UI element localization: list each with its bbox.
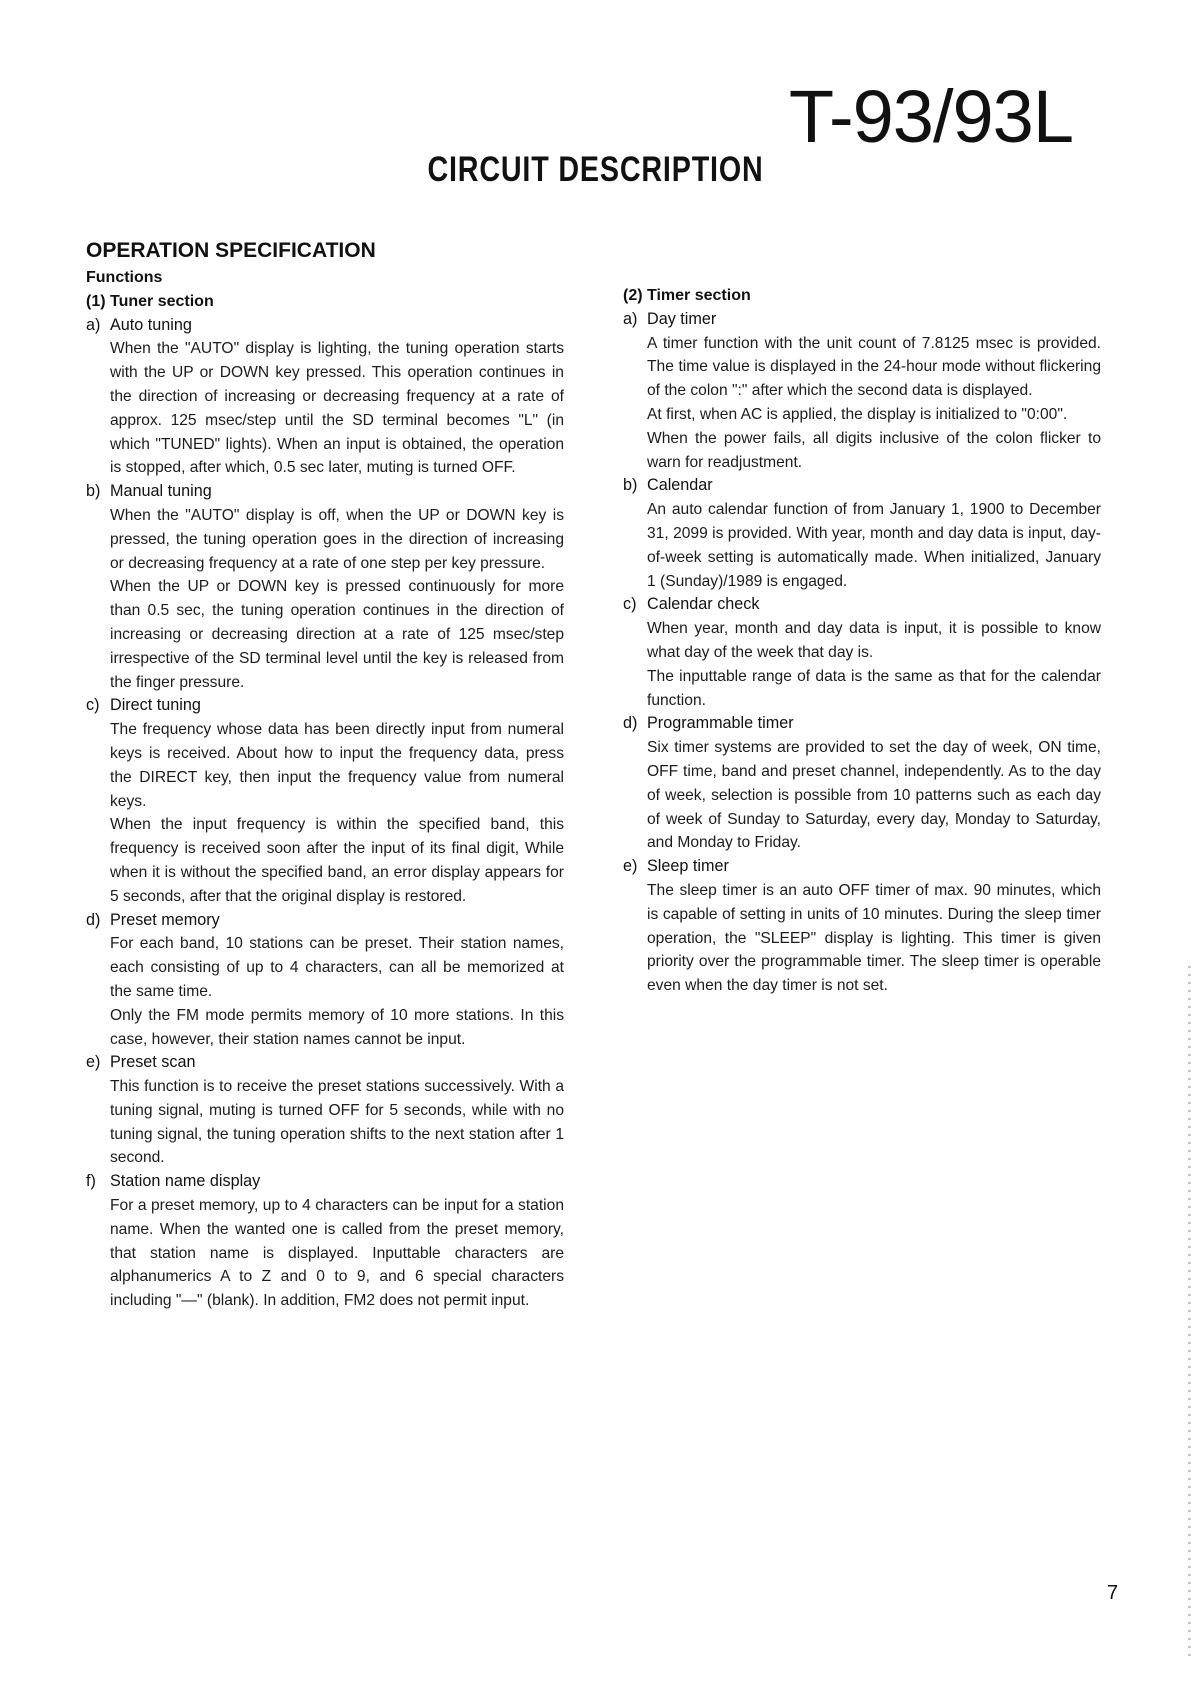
item-letter: b) xyxy=(623,476,638,495)
item-paragraph: When year, month and day data is input, it is possible to know what day of the week that day is. xyxy=(647,620,1101,661)
item-heading xyxy=(86,314,564,338)
item-heading xyxy=(86,694,564,718)
function-item xyxy=(623,474,1101,593)
right-column xyxy=(623,284,1101,998)
function-item xyxy=(86,694,564,908)
item-paragraph: The frequency whose data has been directly input from numeral keys is received. About how to input the frequency data, press the DIRECT key, then input the frequency value from numeral keys. xyxy=(110,721,564,810)
item-paragraph: At first, when AC is applied, the display is initialized to "0:00". xyxy=(647,405,1068,423)
function-item xyxy=(623,712,1101,855)
item-paragraph: For each band, 10 stations can be preset. Their station names, each consisting of up to 4 characters, can all be memorized at the same time. xyxy=(110,935,564,1000)
item-heading xyxy=(623,712,1101,736)
item-letter: f) xyxy=(86,1172,96,1191)
item-paragraph: This function is to receive the preset stations successively. With a tuning signal, muting is turned OFF for 5 seconds, while with no tuning signal, the tuning operation shifts to the next station after 1 second. xyxy=(110,1078,564,1167)
function-item xyxy=(623,593,1101,712)
item-letter: d) xyxy=(623,714,638,733)
function-item xyxy=(86,480,564,694)
item-letter: b) xyxy=(86,482,101,501)
function-item xyxy=(86,314,564,481)
item-letter: c) xyxy=(86,696,100,715)
item-paragraph: The inputtable range of data is the same as that for the calendar function. xyxy=(647,667,1101,709)
item-letter: e) xyxy=(623,857,638,876)
timer-items xyxy=(623,308,1101,998)
item-paragraph: When the "AUTO" display is off, when the UP or DOWN key is pressed, the tuning operation goes in the direction of increasing or decreasing frequency at a rate of one step per key pressure. xyxy=(110,506,564,572)
item-name: Auto tuning xyxy=(110,315,192,334)
group-heading-tuner: (1) Tuner section xyxy=(86,292,214,310)
page-title: CIRCUIT DESCRIPTION xyxy=(427,150,764,189)
group-heading-timer: (2) Timer section xyxy=(623,287,751,304)
item-name: Programmable timer xyxy=(647,714,794,733)
item-paragraph: The sleep timer is an auto OFF timer of max. 90 minutes, which is capable of setting in units of 10 minutes. During the sleep timer operation, the "SLEEP" display is lighting. This timer is given priority over the programmable timer. The sleep timer is operable even when the day timer is not set. xyxy=(647,881,1101,995)
item-name: Calendar check xyxy=(647,595,760,614)
item-letter: a) xyxy=(86,315,101,334)
item-name: Preset memory xyxy=(110,910,220,929)
function-item xyxy=(86,909,564,1052)
left-column xyxy=(86,236,564,1313)
item-paragraph: When the input frequency is within the specified band, this frequency is received soon after the input of its final digit, While when it is without the specified band, an error display appears for 5 seconds, after that the original display is restored. xyxy=(110,816,564,905)
function-item xyxy=(623,308,1101,475)
item-paragraph: Only the FM mode permits memory of 10 more stations. In this case, however, their station names cannot be input. xyxy=(110,1006,564,1048)
function-item xyxy=(86,1051,564,1170)
item-paragraph: For a preset memory, up to 4 characters can be input for a station name. When the wanted one is called from the preset memory, that station name is displayed. Inputtable characters are alphanumerics A to Z and 0 to 9, and 6 special characters including "—" (blank). In addition, FM2 does not permit input. xyxy=(110,1197,564,1310)
tuner-items xyxy=(86,314,564,1313)
item-paragraph: An auto calendar function of from January 1, 1900 to December 31, 2099 is provided. With year, month and day data is input, day-of-week setting is automatically made. When initialized, January 1 (Sunday)/1989 is engaged. xyxy=(647,501,1101,590)
item-name: Calendar xyxy=(647,476,713,495)
item-name: Sleep timer xyxy=(647,857,729,876)
item-paragraph: A timer function with the unit count of 7.8125 msec is provided. The time value is displayed in the 24-hour mode without flickering of the colon ":" after which the second data is displayed. xyxy=(647,334,1101,400)
page-number: 7 xyxy=(1107,1582,1119,1604)
function-item xyxy=(86,1170,564,1313)
item-paragraph: When the "AUTO" display is lighting, the tuning operation starts with the UP or DOWN key pressed. This operation continues in the direction of increasing or decreasing frequency at a rate of approx. 125 msec/step until the SD terminal becomes "L" (in which "TUNED" lights). When an input is obtained, the operation is stopped, after which, 0.5 sec later, muting is turned OFF. xyxy=(110,340,564,477)
item-name: Preset scan xyxy=(110,1053,196,1072)
item-letter: e) xyxy=(86,1053,101,1072)
item-name: Day timer xyxy=(647,309,717,328)
item-heading xyxy=(86,1170,564,1194)
section-heading: OPERATION SPECIFICATION xyxy=(86,239,376,262)
item-name: Station name display xyxy=(110,1172,261,1191)
item-name: Direct tuning xyxy=(110,696,201,715)
item-letter: a) xyxy=(623,309,638,328)
item-heading xyxy=(86,480,564,504)
item-letter: d) xyxy=(86,910,101,929)
item-heading xyxy=(623,474,1101,498)
item-heading xyxy=(623,593,1101,617)
subsection-heading: Functions xyxy=(86,269,163,286)
item-name: Manual tuning xyxy=(110,482,212,501)
function-item xyxy=(623,855,1101,998)
item-heading xyxy=(623,855,1101,879)
item-paragraph: When the power fails, all digits inclusive of the colon flicker to warn for readjustment. xyxy=(647,429,1101,471)
item-paragraph: Six timer systems are provided to set the day of week, ON time, OFF time, band and preset channel, independently. As to the day of week, selection is possible from 10 patterns such as each day of week of Sunday to Saturday, every day, Monday to Saturday, and Monday to Friday. xyxy=(647,739,1101,852)
item-letter: c) xyxy=(623,595,637,614)
item-heading xyxy=(86,909,564,933)
item-paragraph: When the UP or DOWN key is pressed continuously for more than 0.5 sec, the tuning operation continues in the direction of increasing or decreasing direction at a rate of 125 msec/step irrespective of the SD terminal level until the key is released from the finger pressure. xyxy=(110,578,564,691)
item-heading xyxy=(86,1051,564,1075)
item-heading xyxy=(623,308,1101,332)
model-number: T-93/93L xyxy=(788,75,1073,158)
